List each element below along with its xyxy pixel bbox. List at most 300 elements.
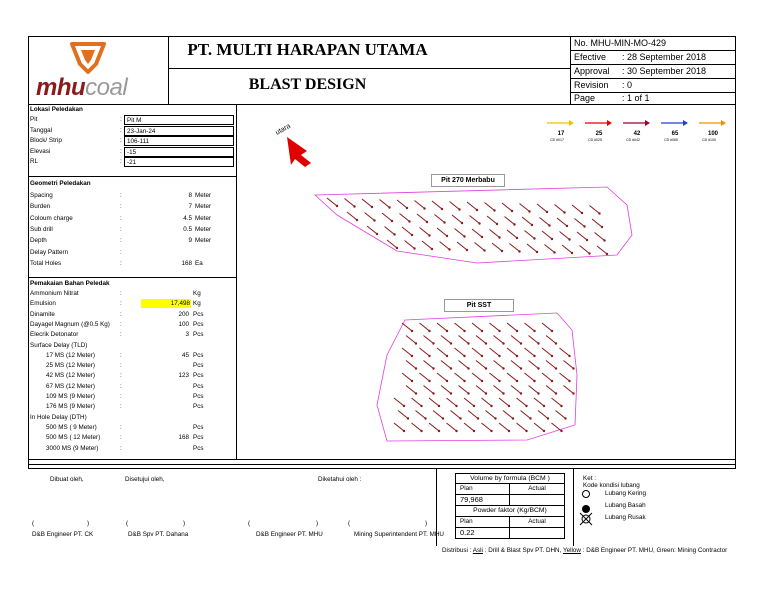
blast-hole bbox=[411, 234, 413, 236]
blast-hole-arrow bbox=[450, 202, 460, 210]
bahan-label: Surface Delay (TLD) bbox=[30, 341, 88, 349]
lokasi-label: Pit bbox=[30, 116, 38, 123]
blast-hole-arrow bbox=[527, 244, 537, 252]
bahan-label: Elecrik Detonator bbox=[30, 331, 79, 339]
blast-hole bbox=[546, 211, 548, 213]
blast-hole-arrow bbox=[347, 212, 357, 220]
blast-hole bbox=[481, 355, 483, 357]
blast-hole bbox=[518, 250, 520, 252]
blast-hole bbox=[525, 430, 527, 432]
blast-hole-arrow bbox=[385, 227, 395, 235]
blast-hole-arrow bbox=[441, 361, 451, 369]
blast-hole-arrow bbox=[432, 201, 442, 209]
revision-value: : 0 bbox=[622, 80, 633, 90]
blast-hole-arrow bbox=[424, 336, 434, 344]
blast-hole bbox=[543, 430, 545, 432]
geometri-value: 7 bbox=[188, 203, 192, 211]
disetujui-label: Disetujui oleh, bbox=[125, 476, 165, 483]
bahan-label: 25 MS (12 Meter) bbox=[46, 362, 95, 370]
colon: : bbox=[120, 147, 122, 155]
blast-hole bbox=[455, 430, 457, 432]
bahan-unit: Pcs bbox=[193, 351, 204, 359]
blast-hole-arrow bbox=[540, 218, 550, 226]
blast-hole bbox=[428, 380, 430, 382]
blast-hole bbox=[502, 342, 504, 344]
bahan-unit: Pcs bbox=[193, 434, 204, 442]
blast-hole-arrow bbox=[420, 228, 430, 236]
blast-hole bbox=[336, 205, 338, 207]
blast-hole-arrow bbox=[406, 361, 416, 369]
blast-hole-arrow bbox=[511, 386, 521, 394]
blast-hole bbox=[551, 355, 553, 357]
geometri-unit: Meter bbox=[195, 203, 212, 211]
blast-hole-arrow bbox=[529, 336, 539, 344]
colon: : bbox=[120, 310, 122, 318]
blast-hole bbox=[411, 355, 413, 357]
blast-hole bbox=[463, 355, 465, 357]
colon: : bbox=[120, 444, 122, 452]
blast-hole bbox=[555, 392, 557, 394]
blast-hole-arrow bbox=[402, 227, 412, 235]
blast-hole bbox=[407, 417, 409, 419]
blast-hole bbox=[443, 221, 445, 223]
blast-hole-arrow bbox=[505, 217, 515, 225]
blast-hole bbox=[551, 380, 553, 382]
blast-hole bbox=[560, 430, 562, 432]
blast-hole bbox=[408, 220, 410, 222]
blast-hole-arrow bbox=[510, 244, 520, 252]
blast-hole bbox=[478, 222, 480, 224]
pf-title: Powder faktor (Kg/BCM) bbox=[455, 506, 565, 517]
divider bbox=[28, 459, 736, 460]
geometri-unit: Meter bbox=[195, 225, 212, 233]
blast-hole bbox=[428, 234, 430, 236]
colon: : bbox=[120, 403, 122, 411]
page-value: : 1 of 1 bbox=[622, 93, 650, 103]
blast-hole bbox=[588, 252, 590, 254]
blast-hole-arrow bbox=[400, 214, 410, 222]
blast-hole-arrow bbox=[546, 336, 556, 344]
legend-arrowhead-icon bbox=[645, 120, 650, 126]
blast-hole bbox=[606, 253, 608, 255]
bahan-unit: Pcs bbox=[193, 423, 204, 431]
divider bbox=[28, 176, 236, 177]
blast-hole-arrow bbox=[542, 231, 552, 239]
blast-hole bbox=[551, 330, 553, 332]
blast-hole-arrow bbox=[472, 323, 482, 331]
blast-hole bbox=[423, 207, 425, 209]
blast-hole-arrow bbox=[367, 226, 377, 234]
ket-kering: Lubang Kering bbox=[605, 490, 646, 497]
blast-hole-arrow bbox=[552, 423, 562, 431]
volume-table bbox=[455, 473, 565, 546]
blast-hole-arrow bbox=[447, 398, 457, 406]
blast-hole bbox=[516, 355, 518, 357]
blast-hole-arrow bbox=[470, 216, 480, 224]
blast-hole bbox=[551, 238, 553, 240]
blast-hole-arrow bbox=[420, 348, 430, 356]
blast-hole-arrow bbox=[487, 216, 497, 224]
bahan-value bbox=[150, 444, 190, 446]
distribution-asli-text: : Drill & Blast Spv PT. DHN, bbox=[484, 547, 562, 554]
distribution-prefix: Distribusi : bbox=[442, 547, 472, 554]
doc-number: No. MHU-MIN-MO-429 bbox=[574, 38, 667, 48]
blast-hole bbox=[568, 238, 570, 240]
blast-hole bbox=[442, 417, 444, 419]
blast-map bbox=[237, 105, 735, 459]
blast-hole bbox=[586, 239, 588, 241]
blast-hole-arrow bbox=[490, 230, 500, 238]
blast-hole bbox=[498, 355, 500, 357]
geometri-label: Spacing bbox=[30, 192, 53, 199]
blast-hole-arrow bbox=[402, 348, 412, 356]
blast-hole-arrow bbox=[475, 243, 485, 251]
blast-hole bbox=[448, 248, 450, 250]
bahan-value bbox=[150, 361, 190, 363]
bahan-value bbox=[150, 392, 190, 394]
bahan-unit: Kg bbox=[193, 290, 201, 297]
blast-hole-arrow bbox=[422, 241, 432, 249]
blast-hole-arrow bbox=[485, 203, 495, 211]
blast-hole bbox=[537, 342, 539, 344]
blast-hole bbox=[568, 380, 570, 382]
pit1-boundary bbox=[315, 187, 632, 263]
blast-hole bbox=[463, 380, 465, 382]
blast-hole-arrow bbox=[451, 411, 461, 419]
blast-hole-arrow bbox=[437, 373, 447, 381]
bahan-unit: Kg bbox=[193, 300, 201, 308]
blast-hole bbox=[467, 342, 469, 344]
signature-ck: D&B Engineer PT. CK bbox=[32, 531, 94, 538]
bahan-value: 100 bbox=[178, 320, 189, 328]
pit2-label: Pit SST bbox=[444, 299, 514, 312]
colon: : bbox=[120, 434, 122, 442]
blast-hole-arrow bbox=[494, 336, 504, 344]
geometri-value: 8 bbox=[188, 192, 192, 199]
lokasi-label: Elevasi bbox=[30, 147, 51, 155]
blast-hole-arrow bbox=[499, 398, 509, 406]
blast-hole bbox=[396, 247, 398, 249]
blast-hole bbox=[528, 210, 530, 212]
blast-hole bbox=[450, 392, 452, 394]
legend-arrowhead-icon bbox=[683, 120, 688, 126]
blast-hole bbox=[520, 342, 522, 344]
blast-hole bbox=[413, 247, 415, 249]
blast-hole bbox=[564, 417, 566, 419]
blast-hole bbox=[533, 355, 535, 357]
blast-hole bbox=[426, 221, 428, 223]
bahan-value bbox=[150, 289, 190, 291]
blast-hole-arrow bbox=[387, 240, 397, 248]
blast-hole-arrow bbox=[592, 219, 602, 227]
distribution-yellow-text: : D&B Engineer PT. MHU, Green: Mining Contractor bbox=[582, 547, 728, 554]
bahan-label: 109 MS (9 Meter) bbox=[46, 393, 95, 400]
blast-hole bbox=[393, 233, 395, 235]
blast-hole bbox=[485, 342, 487, 344]
blast-hole bbox=[477, 417, 479, 419]
blast-hole bbox=[432, 342, 434, 344]
volume-actual-header: Actual bbox=[510, 484, 565, 495]
blast-hole bbox=[516, 330, 518, 332]
blast-hole-arrow bbox=[560, 232, 570, 240]
blast-hole bbox=[446, 355, 448, 357]
blast-hole-arrow bbox=[577, 232, 587, 240]
blast-hole-arrow bbox=[452, 215, 462, 223]
pf-actual-value bbox=[510, 528, 565, 539]
legend-value: 17 bbox=[557, 131, 565, 137]
blast-hole-arrow bbox=[494, 386, 504, 394]
blast-hole-arrow bbox=[534, 423, 544, 431]
geometri-unit: Meter bbox=[195, 237, 212, 245]
blast-hole-arrow bbox=[464, 398, 474, 406]
legend-code: CD #042 bbox=[626, 138, 640, 142]
blast-hole-arrow bbox=[529, 386, 539, 394]
colon: : bbox=[120, 382, 122, 390]
blast-hole-arrow bbox=[406, 336, 416, 344]
blast-hole-arrow bbox=[546, 386, 556, 394]
ket-title: Ket : bbox=[583, 475, 596, 482]
colon: : bbox=[120, 423, 122, 431]
divider bbox=[570, 64, 736, 65]
blast-hole-arrow bbox=[440, 242, 450, 250]
legend-code: CD #025 bbox=[588, 138, 602, 142]
colon: : bbox=[120, 259, 122, 267]
bahan-value: 17,498 bbox=[141, 299, 191, 308]
logo-text-light: coal bbox=[85, 74, 128, 101]
blast-hole-arrow bbox=[437, 323, 447, 331]
blast-hole-arrow bbox=[525, 348, 535, 356]
blast-hole bbox=[483, 249, 485, 251]
bahan-unit: Pcs bbox=[193, 444, 204, 452]
blast-hole-arrow bbox=[467, 202, 477, 210]
blast-hole-arrow bbox=[455, 323, 465, 331]
blast-hole bbox=[438, 430, 440, 432]
blast-hole bbox=[455, 405, 457, 407]
approval-label: Approval bbox=[574, 66, 610, 76]
blast-hole bbox=[520, 367, 522, 369]
blast-hole bbox=[446, 330, 448, 332]
bahan-unit: Pcs bbox=[193, 362, 204, 370]
distribution-asli: Asli bbox=[472, 547, 483, 554]
colon: : bbox=[120, 137, 122, 144]
blast-hole bbox=[601, 226, 603, 228]
blast-hole-arrow bbox=[455, 348, 465, 356]
blast-hole-arrow bbox=[552, 398, 562, 406]
ket-subtitle: Kode kondisi lubang bbox=[583, 482, 640, 489]
blast-hole-arrow bbox=[345, 199, 355, 207]
blast-hole bbox=[458, 208, 460, 210]
blast-hole bbox=[543, 405, 545, 407]
blast-hole bbox=[533, 380, 535, 382]
blast-hole bbox=[485, 367, 487, 369]
blast-hole bbox=[432, 367, 434, 369]
bahan-value bbox=[150, 402, 190, 404]
bahan-label: 176 MS (9 Meter) bbox=[46, 403, 95, 411]
blast-hole bbox=[533, 237, 535, 239]
legend-code: CD #017 bbox=[550, 138, 564, 142]
page-row bbox=[574, 93, 734, 103]
blast-hole bbox=[566, 225, 568, 227]
geometri-value: 168 bbox=[181, 259, 192, 267]
lokasi-title: Lokasi Peledakan bbox=[30, 106, 83, 113]
geometri-unit: Ea bbox=[195, 259, 203, 267]
geometri-label: Depth bbox=[30, 237, 47, 245]
blast-hole-arrow bbox=[525, 323, 535, 331]
bahan-label: 67 MS (12 Meter) bbox=[46, 382, 95, 390]
blast-hole-arrow bbox=[511, 336, 521, 344]
blast-hole-arrow bbox=[542, 373, 552, 381]
efective-row bbox=[574, 52, 734, 62]
bahan-unit: Pcs bbox=[193, 393, 204, 400]
blast-hole-arrow bbox=[472, 229, 482, 237]
blast-hole-arrow bbox=[476, 386, 486, 394]
bahan-label: Ammonium Nitrat bbox=[30, 290, 79, 297]
blast-hole bbox=[485, 392, 487, 394]
blast-hole bbox=[513, 223, 515, 225]
colon: : bbox=[120, 300, 122, 308]
blast-hole-arrow bbox=[542, 323, 552, 331]
colon: : bbox=[120, 237, 122, 245]
blast-hole bbox=[481, 380, 483, 382]
blast-hole bbox=[463, 330, 465, 332]
blast-hole-arrow bbox=[327, 198, 337, 206]
blast-hole bbox=[420, 430, 422, 432]
blast-hole bbox=[525, 405, 527, 407]
blast-hole bbox=[356, 219, 358, 221]
legend-value: 25 bbox=[595, 131, 603, 137]
blast-hole bbox=[531, 224, 533, 226]
blast-hole bbox=[520, 392, 522, 394]
blast-hole-arrow bbox=[482, 398, 492, 406]
legend-arrowhead-icon bbox=[721, 120, 726, 126]
colon: : bbox=[120, 362, 122, 370]
blast-hole bbox=[498, 236, 500, 238]
blast-hole-arrow bbox=[457, 242, 467, 250]
company-name: PT. MULTI HARAPAN UTAMA bbox=[187, 40, 428, 59]
blast-hole-arrow bbox=[507, 373, 517, 381]
blast-hole-arrow bbox=[362, 199, 372, 207]
colon: : bbox=[120, 393, 122, 400]
lokasi-label: Tanggal bbox=[30, 126, 53, 134]
bahan-label: 500 MS ( 12 Meter) bbox=[46, 434, 101, 442]
blast-hole-arrow bbox=[415, 201, 425, 209]
blast-hole-arrow bbox=[406, 386, 416, 394]
colon: : bbox=[120, 192, 122, 199]
distribution-yellow: Yellow bbox=[562, 547, 581, 554]
north-label: utara bbox=[274, 122, 292, 137]
blast-hole-arrow bbox=[507, 348, 517, 356]
colon: : bbox=[120, 351, 122, 359]
blast-holes bbox=[327, 198, 608, 432]
blast-hole-arrow bbox=[572, 205, 582, 213]
colon: : bbox=[120, 214, 122, 222]
blast-hole-arrow bbox=[380, 200, 390, 208]
bahan-label: 3000 MS (9 Meter) bbox=[46, 444, 99, 452]
blast-hole-arrow bbox=[517, 398, 527, 406]
pf-plan-value: 0.22 bbox=[455, 528, 510, 539]
legend-arrowhead-icon bbox=[569, 120, 574, 126]
divider bbox=[168, 36, 169, 104]
bahan-label: Emulsion bbox=[30, 300, 56, 308]
divider bbox=[168, 68, 570, 69]
blast-hole bbox=[533, 330, 535, 332]
north-arrow-icon bbox=[287, 137, 311, 167]
blast-hole-arrow bbox=[472, 348, 482, 356]
geometri-label: Sub drill bbox=[30, 225, 53, 233]
divider bbox=[573, 469, 574, 546]
blast-hole-arrow bbox=[429, 423, 439, 431]
blast-hole-arrow bbox=[435, 215, 445, 223]
blast-hole bbox=[415, 367, 417, 369]
blast-hole-arrow bbox=[412, 398, 422, 406]
blast-hole-arrow bbox=[416, 411, 426, 419]
blast-hole bbox=[424, 417, 426, 419]
blast-hole-arrow bbox=[441, 336, 451, 344]
lokasi-label: RL bbox=[30, 158, 39, 165]
blast-hole-arrow bbox=[486, 411, 496, 419]
bahan-label: Dinamite bbox=[30, 310, 55, 318]
ket-rusak: Lubang Rusak bbox=[605, 514, 646, 521]
blast-hole bbox=[502, 367, 504, 369]
blast-hole bbox=[388, 206, 390, 208]
geometri-unit: Meter bbox=[195, 192, 212, 199]
blast-hole-arrow bbox=[538, 411, 548, 419]
blast-hole-arrow bbox=[511, 361, 521, 369]
blast-hole bbox=[555, 342, 557, 344]
blast-hole bbox=[446, 380, 448, 382]
blast-hole bbox=[537, 392, 539, 394]
blast-hole-arrow bbox=[402, 373, 412, 381]
bahan-label: 42 MS (12 Meter) bbox=[46, 372, 95, 380]
revision-row bbox=[574, 80, 734, 90]
blast-hole bbox=[583, 225, 585, 227]
colon: : bbox=[120, 331, 122, 339]
divider bbox=[570, 78, 736, 79]
colon: : bbox=[120, 126, 122, 134]
document-title: BLAST DESIGN bbox=[248, 76, 367, 93]
blast-hole-arrow bbox=[492, 243, 502, 251]
blast-hole-arrow bbox=[459, 361, 469, 369]
bahan-value bbox=[150, 413, 190, 415]
blast-hole bbox=[512, 417, 514, 419]
pf-plan-header: Plan bbox=[455, 517, 510, 528]
pit1-label: Pit 270 Merbabu bbox=[431, 174, 505, 187]
blast-hole-arrow bbox=[502, 203, 512, 211]
blast-hole bbox=[511, 210, 513, 212]
dry-hole-icon bbox=[582, 490, 590, 498]
geometri-value: 4.5 bbox=[183, 214, 192, 222]
blast-hole-arrow bbox=[417, 214, 427, 222]
blast-hole-arrow bbox=[397, 200, 407, 208]
blast-hole bbox=[563, 211, 565, 213]
bahan-unit: Pcs bbox=[193, 320, 204, 328]
blast-hole-arrow bbox=[545, 245, 555, 253]
blast-hole bbox=[508, 430, 510, 432]
blast-hole bbox=[438, 405, 440, 407]
legend-arrowhead-icon bbox=[607, 120, 612, 126]
blast-hole-arrow bbox=[490, 323, 500, 331]
logo-text-bold: mhu bbox=[36, 74, 86, 101]
blast-hole-arrow bbox=[534, 398, 544, 406]
blast-hole-arrow bbox=[464, 423, 474, 431]
bahan-value: 168 bbox=[178, 434, 189, 442]
blast-hole bbox=[411, 330, 413, 332]
bahan-unit: Pcs bbox=[193, 382, 204, 390]
blast-hole-arrow bbox=[490, 348, 500, 356]
blast-hole bbox=[481, 330, 483, 332]
blast-hole bbox=[441, 208, 443, 210]
divider bbox=[28, 277, 236, 278]
